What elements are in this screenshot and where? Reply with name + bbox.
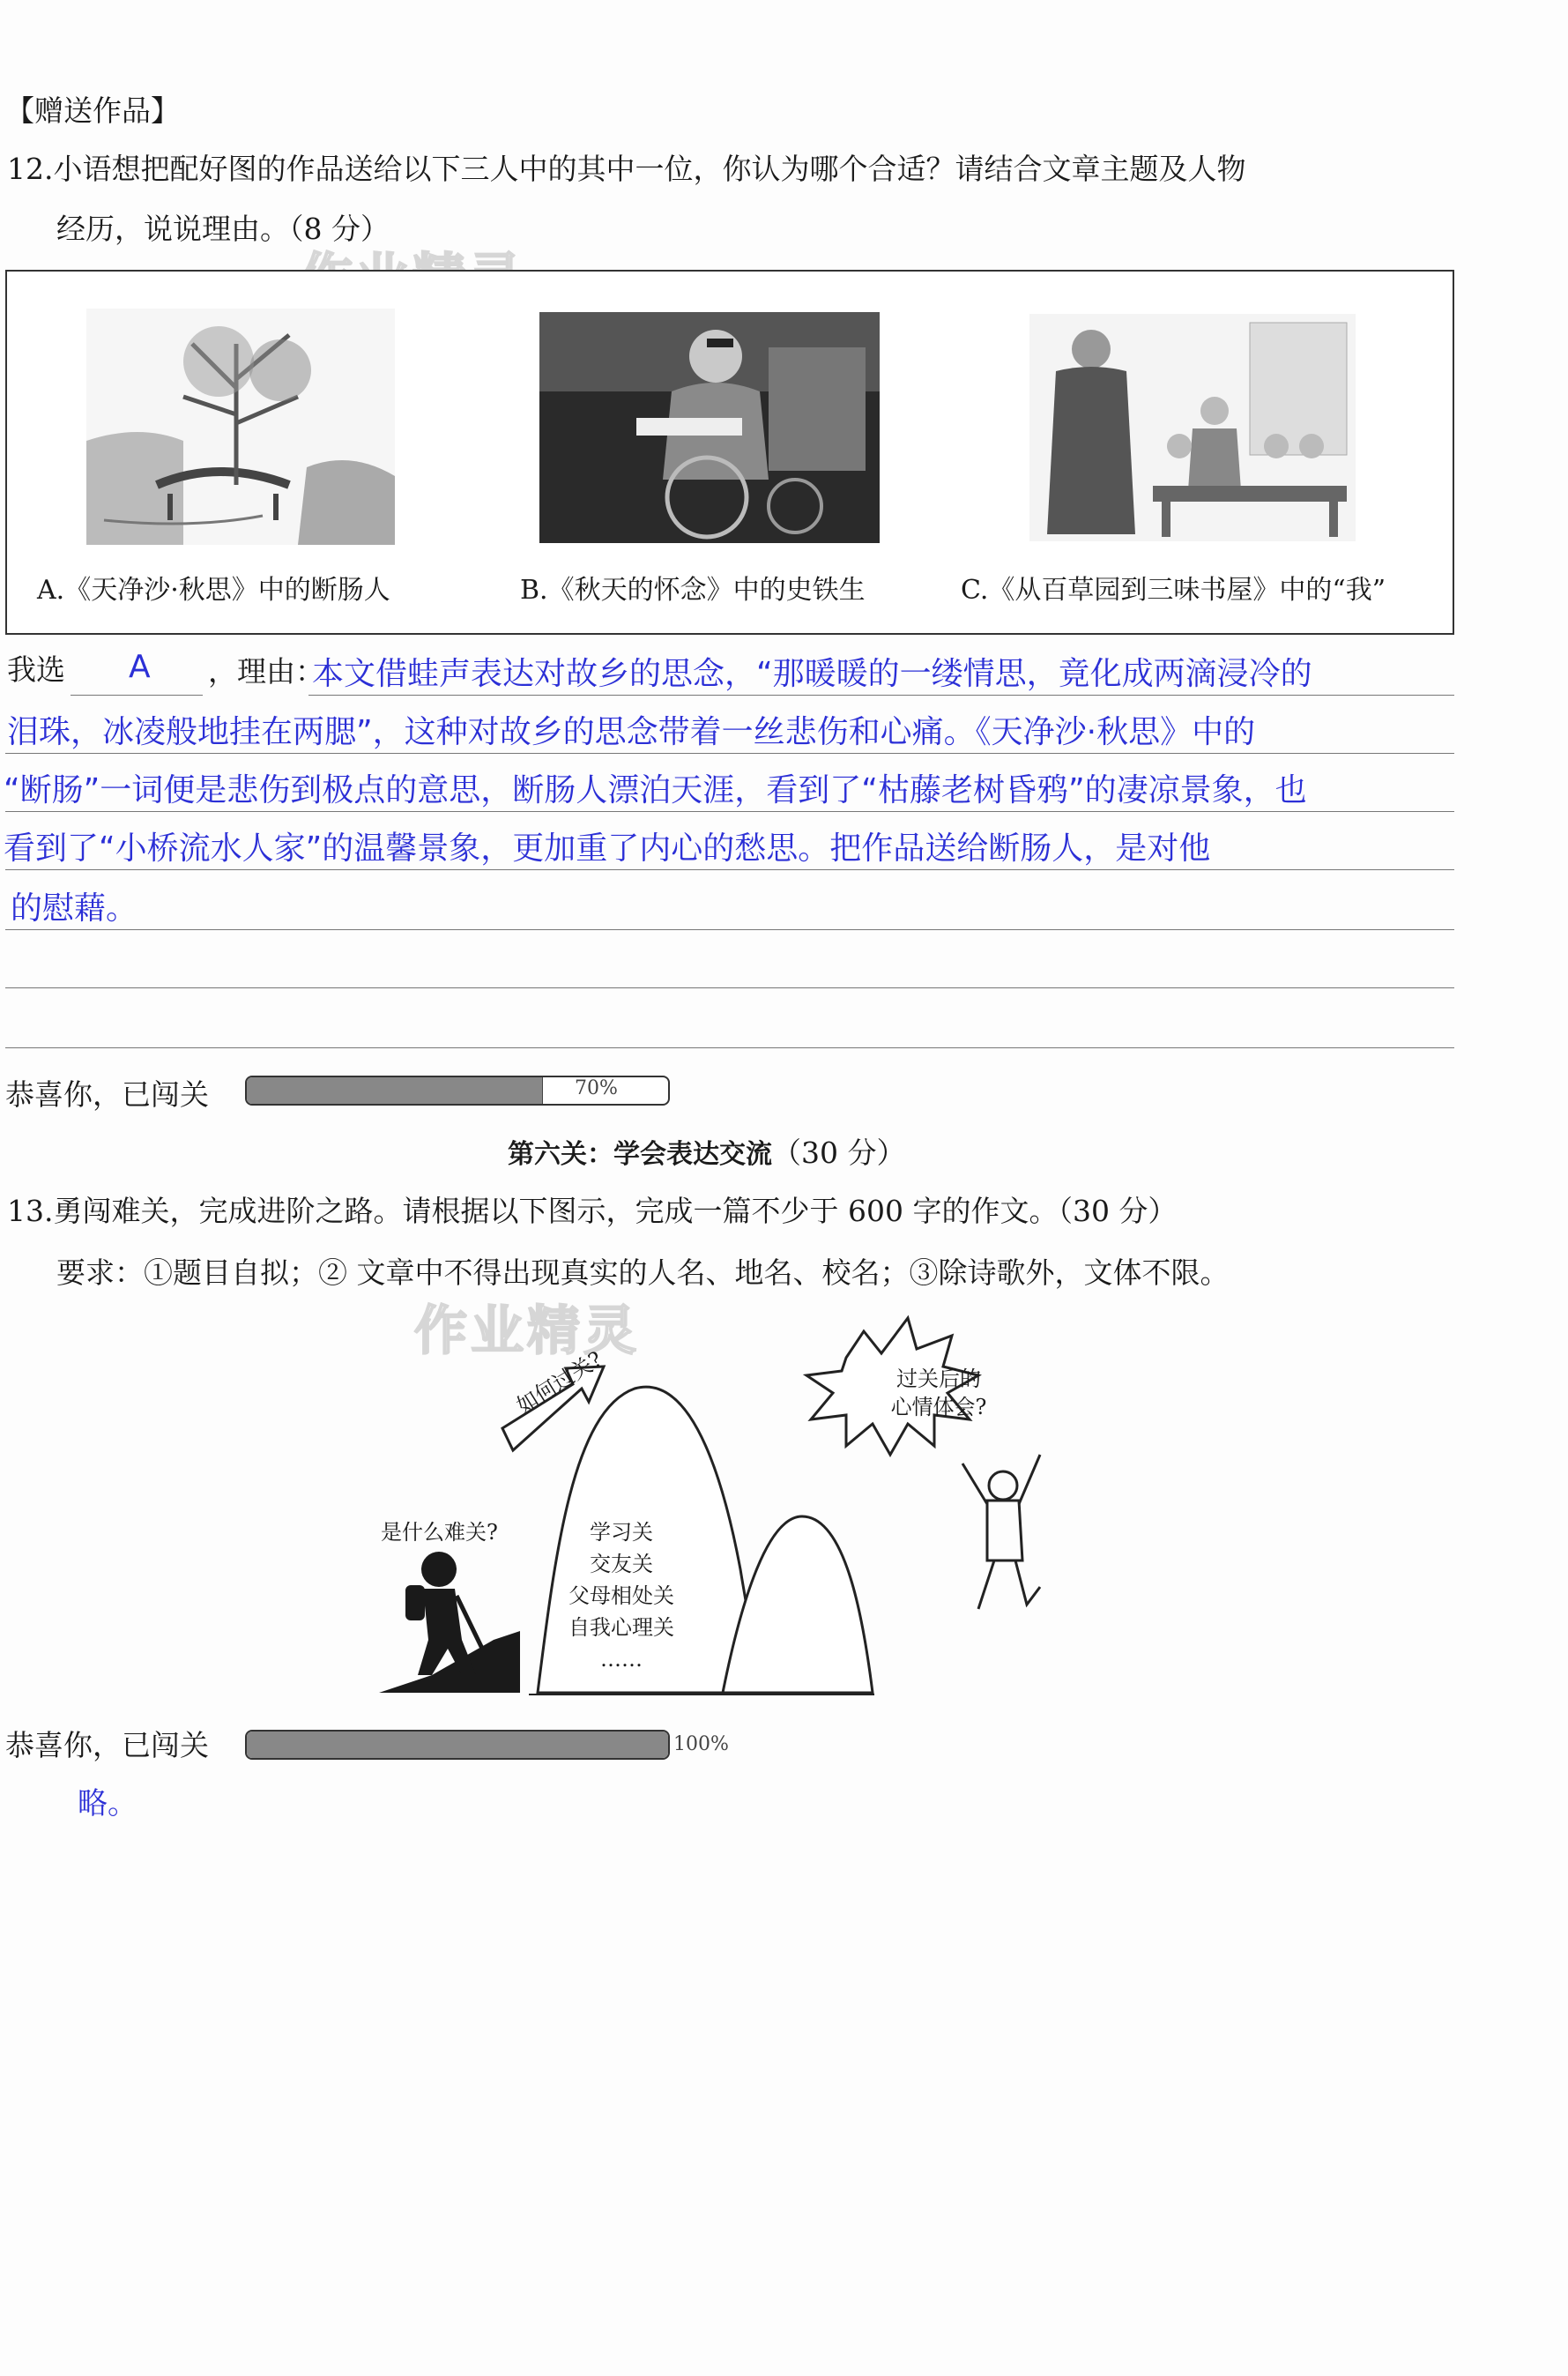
answer-line-2: 泪珠，冰凌般地挂在两腮”，这种对故乡的思念带着一丝悲伤和心痛。《天净沙·秋思》中的 — [7, 714, 1256, 750]
mountain-items — [564, 1516, 679, 1675]
feeling-line-2: 心情体会? — [890, 1395, 987, 1419]
q13-line1: 13.勇闯难关，完成进阶之路。请根据以下图示，完成一篇不少于 600 字的作文。（30 分） — [7, 1194, 1178, 1228]
option-figures — [5, 270, 1454, 635]
answer-prefix: 我选 — [7, 652, 65, 687]
landscape-painting-icon — [86, 309, 395, 545]
option-c-caption: C.《从百草园到三味书屋》中的“我” — [961, 575, 1386, 606]
hiker-icon — [379, 1552, 520, 1693]
answer-line-3: “断肠”一词便是悲伤到极点的意思，断肠人漂泊天涯，看到了“枯藤老树昏鸦”的凄凉景象，也 — [4, 772, 1307, 808]
level6-score: （30 分） — [772, 1136, 906, 1170]
reason-label: ，理由： — [208, 654, 324, 689]
level6-title: 第六关：学会表达交流 — [508, 1139, 772, 1170]
option-b-caption: B.《秋天的怀念》中的史铁生 — [520, 575, 866, 606]
progress2-percent: 100% — [673, 1733, 729, 1755]
q12-line1: 12.小语想把配好图的作品送给以下三人中的其中一位，你认为哪个合适？请结合文章主题及人物 — [7, 152, 1246, 186]
answer13: 略。 — [78, 1786, 137, 1821]
progress2-label: 恭喜你，已闯关 — [5, 1728, 209, 1762]
level6-heading — [508, 1136, 905, 1171]
arrow-label: 如何过关? — [512, 1346, 607, 1419]
answer-line-5: 的慰藉。 — [11, 890, 138, 927]
q12-line2: 经历，说说理由。（8 分） — [56, 212, 390, 246]
progress-bar-100 — [245, 1730, 670, 1760]
option-a-caption: A.《天净沙·秋思》中的断肠人 — [37, 575, 390, 606]
watermark-2: 作业精灵 — [414, 1300, 640, 1362]
mountain-item-4: 自我心理关 — [568, 1615, 674, 1640]
mountain-item-3: 父母相处关 — [568, 1583, 674, 1608]
answer-line-1: 本文借蛙声表达对故乡的思念，“那暖暖的一缕情思，竟化成两滴浸冷的 — [312, 656, 1312, 692]
mountain-item-5: …… — [600, 1647, 643, 1672]
progress-fill-70 — [247, 1077, 543, 1104]
wheelchair-photo-icon — [539, 312, 880, 543]
progress1-percent: 70% — [575, 1077, 618, 1099]
progress-fill-100 — [247, 1732, 669, 1758]
section-tag: 【赠送作品】 — [5, 93, 180, 128]
feeling-question — [881, 1365, 996, 1421]
cheering-person-icon — [962, 1455, 1040, 1609]
small-mountain-icon — [723, 1516, 873, 1693]
answer-line-4: 看到了“小桥流水人家”的温馨景象，更加重了内心的愁思。把作品送给断肠人，是对他 — [4, 830, 1211, 867]
progress1-label: 恭喜你，已闯关 — [5, 1077, 209, 1112]
feeling-line-1: 过关后的 — [896, 1367, 981, 1391]
question-hard: 是什么难关? — [381, 1520, 498, 1545]
answer-choice: A — [129, 649, 151, 685]
q13-line2: 要求：①题目自拟；② 文章中不得出现真实的人名、地名、校名；③除诗歌外，文体不限。 — [56, 1255, 1230, 1290]
mountain-item-2: 交友关 — [590, 1552, 653, 1576]
classroom-illustration-icon — [1029, 314, 1356, 541]
mountain-item-1: 学习关 — [590, 1520, 653, 1545]
